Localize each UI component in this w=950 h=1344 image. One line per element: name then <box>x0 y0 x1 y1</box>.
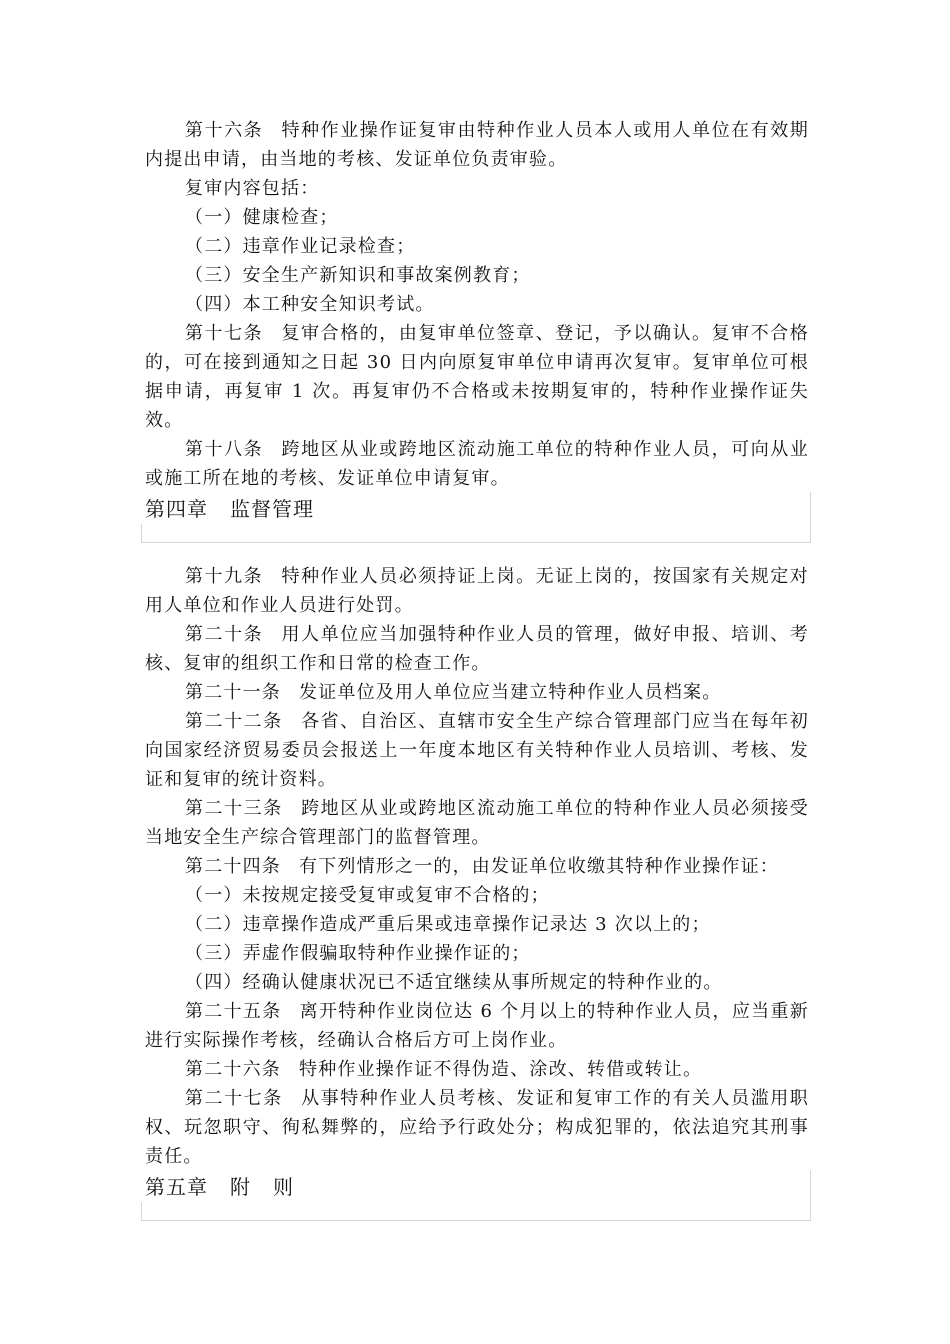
article-number: 第十八条 <box>185 439 264 460</box>
article-27 <box>145 1084 809 1171</box>
revocation-item: （三）弄虚作假骗取特种作业操作证的； <box>185 943 531 964</box>
article-text: 离开特种作业岗位达 6 个月以上的特种作业人员，应当重新进行实际操作考核，经确认合格后方可上岗作业。 <box>145 1001 809 1051</box>
revocation-item: （四）经确认健康状况已不适宜继续从事所规定的特种作业的。 <box>185 972 723 993</box>
heading-frame-line <box>141 524 142 542</box>
article-text: 特种作业操作证不得伪造、涂改、转借或转让。 <box>299 1059 703 1080</box>
article-text: 有下列情形之一的，由发证单位收缴其特种作业操作证： <box>299 856 779 877</box>
article-number: 第二十六条 <box>185 1059 281 1080</box>
article-16 <box>145 116 809 174</box>
chapter-number: 第四章 <box>145 497 208 521</box>
article-22 <box>145 707 809 794</box>
review-item: （二）违章作业记录检查； <box>185 236 416 257</box>
heading-frame-line <box>810 1170 811 1220</box>
article-18 <box>145 435 809 493</box>
article-number: 第十六条 <box>185 120 264 141</box>
review-item: （一）健康检查； <box>185 207 339 228</box>
review-item: （三）安全生产新知识和事故案例教育； <box>185 265 531 286</box>
heading-frame-line <box>141 1220 811 1221</box>
article-number: 第二十一条 <box>185 682 281 703</box>
heading-frame-line <box>141 1202 142 1220</box>
heading-frame-line <box>141 542 811 543</box>
chapter-name: 监督管理 <box>230 497 314 521</box>
article-text: 跨地区从业或跨地区流动施工单位的特种作业人员，可向从业或施工所在地的考核、发证单位申请复审。 <box>145 439 809 489</box>
chapter-title <box>145 1172 294 1202</box>
article-text: 跨地区从业或跨地区流动施工单位的特种作业人员必须接受当地安全生产综合管理部门的监督管理。 <box>145 798 810 848</box>
article-text: 复审合格的，由复审单位签章、登记，予以确认。复审不合格的，可在接到通知之日起 30 日内向原复审单位申请再次复审。复审单位可根据申请，再复审 1 次。再复审仍不合格或未按期复审的，特种作业操作证失效。 <box>145 323 809 431</box>
article-number: 第十九条 <box>185 566 264 587</box>
article-21 <box>145 678 809 707</box>
article-text: 各省、自治区、直辖市安全生产综合管理部门应当在每年初向国家经济贸易委员会报送上一年度本地区有关特种作业人员培训、考核、发证和复审的统计资料。 <box>145 711 810 790</box>
article-number: 第十七条 <box>185 323 264 344</box>
heading-frame-line <box>810 492 811 542</box>
article-number: 第二十三条 <box>185 798 283 819</box>
article-text: 特种作业人员必须持证上岗。无证上岗的，按国家有关规定对用人单位和作业人员进行处罚。 <box>145 566 809 616</box>
article-19 <box>145 562 809 620</box>
article-23 <box>145 794 809 852</box>
revocation-item: （二）违章操作造成严重后果或违章操作记录达 3 次以上的； <box>185 914 711 935</box>
article-number: 第二十条 <box>185 624 264 645</box>
article-number: 第二十二条 <box>185 711 283 732</box>
article-number: 第二十四条 <box>185 856 281 877</box>
article-17 <box>145 319 809 435</box>
revocation-item: （一）未按规定接受复审或复审不合格的； <box>185 885 550 906</box>
chapter-number: 第五章 <box>145 1175 208 1199</box>
chapter-name-part: 附 <box>230 1175 251 1199</box>
article-24 <box>145 852 809 881</box>
article-text: 用人单位应当加强特种作业人员的管理，做好申报、培训、考核、复审的组织工作和日常的检查工作。 <box>145 624 809 674</box>
article-text: 发证单位及用人单位应当建立特种作业人员档案。 <box>299 682 722 703</box>
article-text: 特种作业操作证复审由特种作业人员本人或用人单位在有效期内提出申请，由当地的考核、发证单位负责审验。 <box>145 120 809 170</box>
review-intro: 复审内容包括： <box>185 178 320 199</box>
article-number: 第二十五条 <box>185 1001 282 1022</box>
article-26 <box>145 1055 809 1084</box>
document-page <box>145 116 809 1240</box>
chapter-name-part: 则 <box>273 1175 294 1199</box>
review-item: （四）本工种安全知识考试。 <box>185 294 435 315</box>
article-20 <box>145 620 809 678</box>
article-25 <box>145 997 809 1055</box>
chapter-4-heading <box>145 494 809 544</box>
chapter-title <box>145 494 314 524</box>
chapter-5-heading <box>145 1172 809 1222</box>
article-text: 从事特种作业人员考核、发证和复审工作的有关人员滥用职权、玩忽职守、徇私舞弊的，应给予行政处分；构成犯罪的，依法追究其刑事责任。 <box>145 1088 810 1167</box>
article-number: 第二十七条 <box>185 1088 283 1109</box>
